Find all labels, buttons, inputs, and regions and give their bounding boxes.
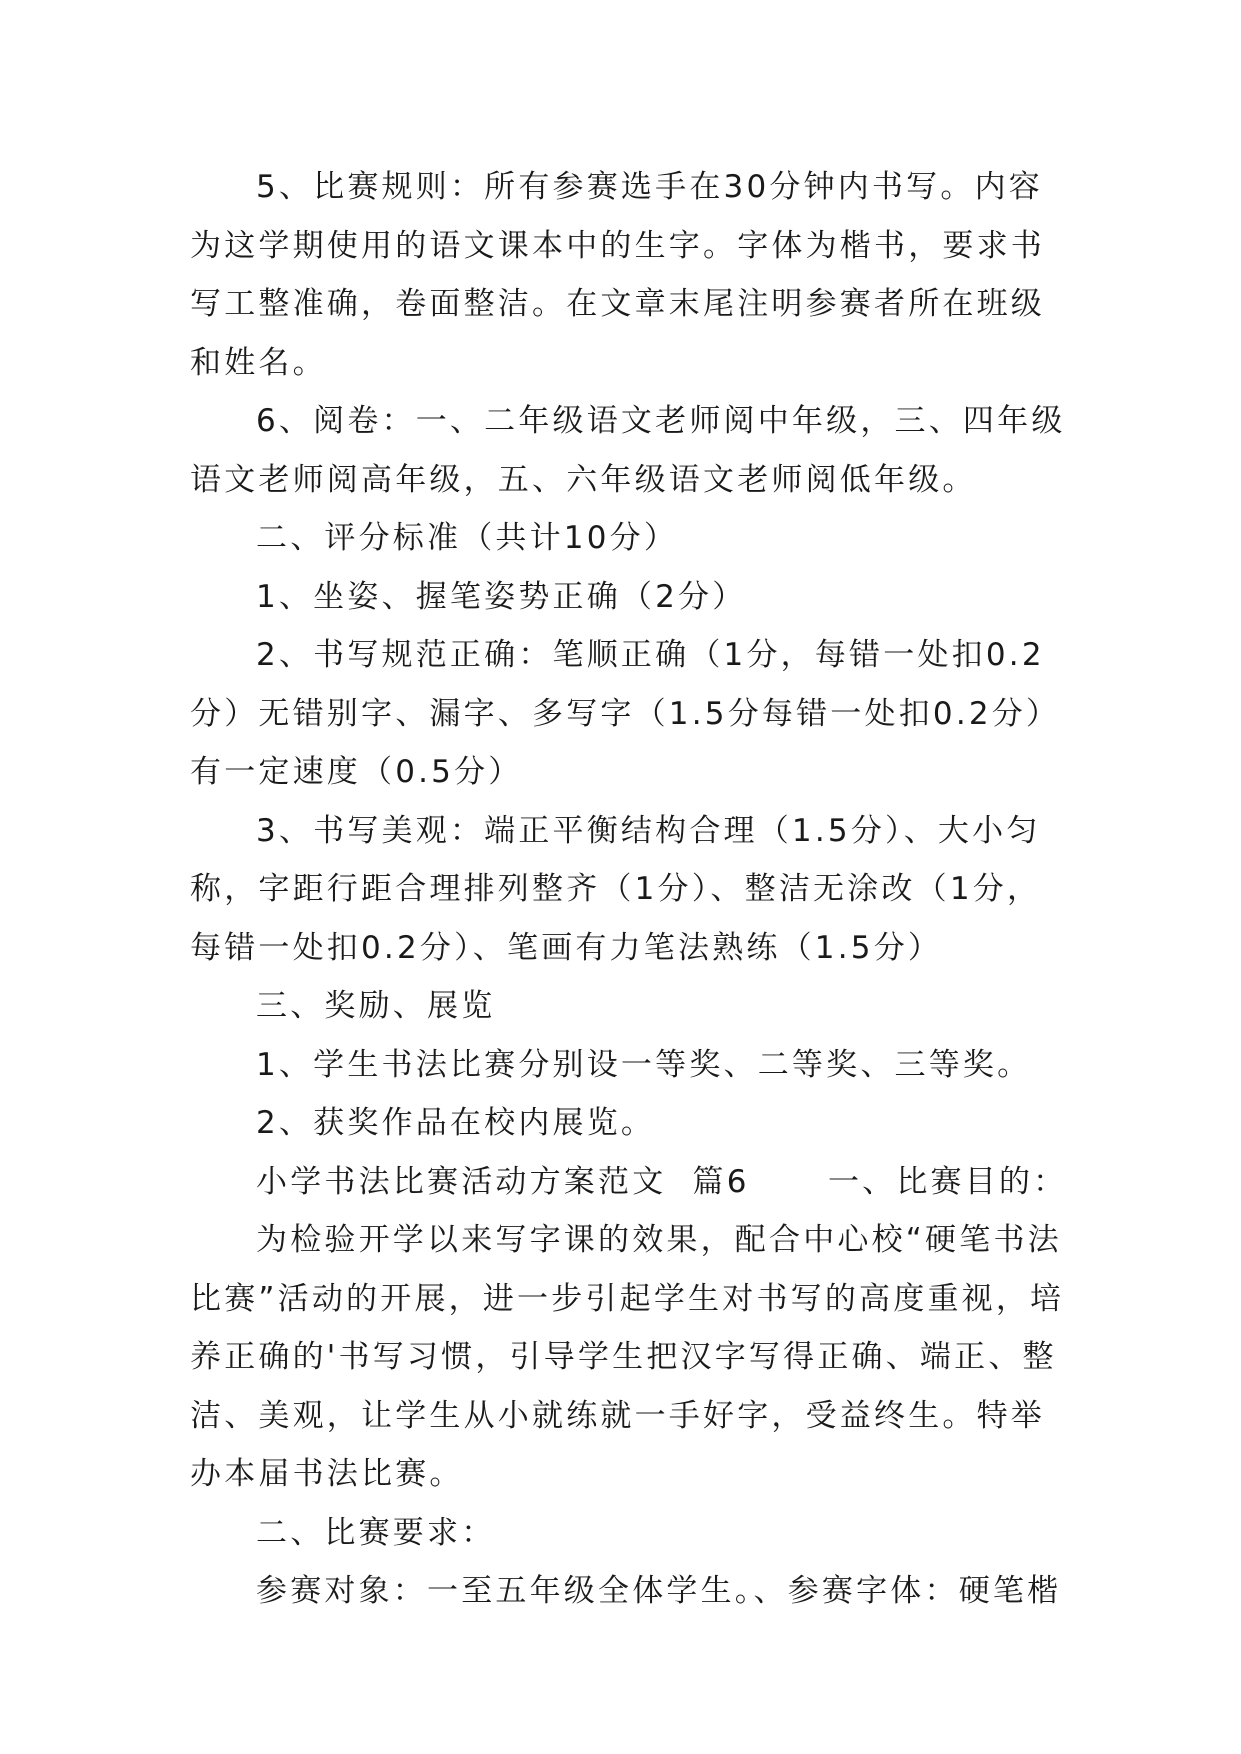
paragraph-awards: 1、学生书法比赛分别设一等奖、二等奖、三等奖。 xyxy=(256,1046,1032,1083)
paragraph-writing-standard: 2、书写规范正确：笔顺正确（1分，每错一处扣0.2分）无错别字、漏字、多写字（1.5分每错一处扣0.2分）有一定速度（0.5分） xyxy=(190,637,1061,790)
heading-awards-exhibition: 三、奖励、展览 xyxy=(256,988,496,1024)
paragraph-marking: 6、阅卷：一、二年级语文老师阅中年级，三、四年级语文老师阅高年级，五、六年级语文老师阅低年级。 xyxy=(190,403,1066,498)
paragraph-purpose: 为检验开学以来写字课的效果，配合中心校“硬笔书法比赛”活动的开展，进一步引起学生对书写的高度重视，培养正确的'书写习惯，引导学生把汉字写得正确、端正、整洁、美观，让学生从小就练就一手好字，受益终生。特举办本届书法比赛。 xyxy=(190,1222,1065,1492)
heading-scoring-criteria: 二、评分标准（共计10分） xyxy=(256,520,679,556)
heading-requirements: 二、比赛要求： xyxy=(256,1514,496,1551)
document-body xyxy=(190,158,1070,1621)
heading-section-6: 小学书法比赛活动方案范文 篇6 一、比赛目的： xyxy=(256,1163,1068,1200)
paragraph-exhibition: 2、获奖作品在校内展览。 xyxy=(256,1105,656,1141)
paragraph-posture: 1、坐姿、握笔姿势正确（2分） xyxy=(256,578,747,615)
paragraph-writing-aesthetics: 3、书写美观：端正平衡结构合理（1.5分）、大小匀称，字距行距合理排列整齐（1分）、整洁无涂改（1分，每错一处扣0.2分）、笔画有力笔法熟练（1.5分） xyxy=(190,812,1042,966)
paragraph-competition-rules: 5、比赛规则：所有参赛选手在30分钟内书写。内容为这学期使用的语文课本中的生字。字体为楷书，要求书写工整准确，卷面整洁。在文章末尾注明参赛者所在班级和姓名。 xyxy=(190,169,1045,381)
paragraph-participants: 参赛对象：一至五年级全体学生。、参赛字体：硬笔楷 xyxy=(256,1573,1062,1609)
